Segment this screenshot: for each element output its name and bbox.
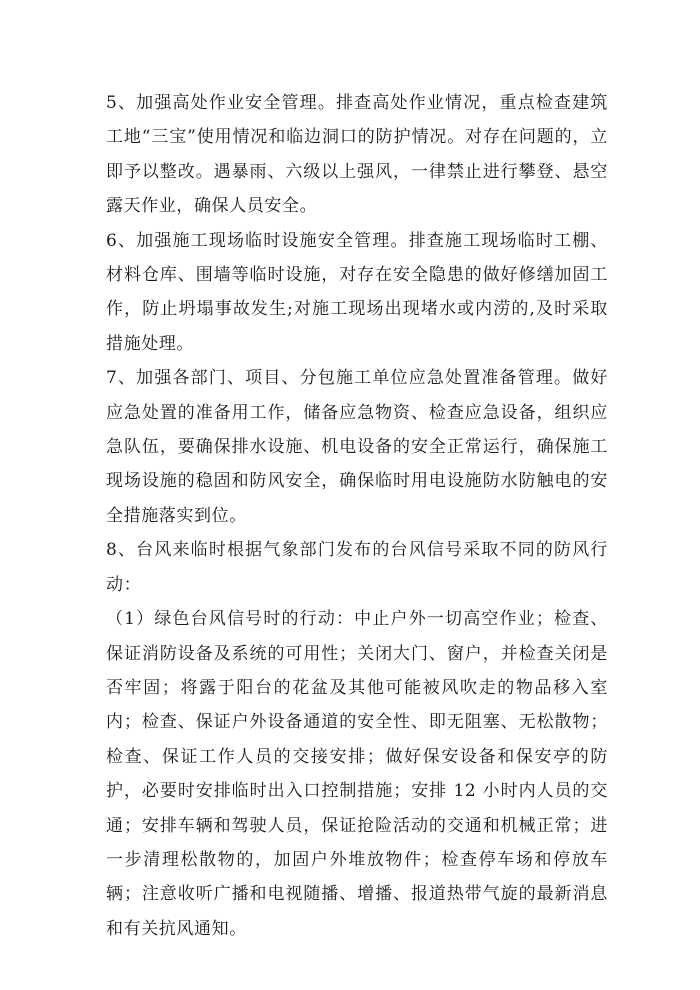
paragraph-item-7: 7、加强各部门、项目、分包施工单位应急处置准备管理。做好应急处置的准备用工作，储备应急物资、检查应急设备，组织应急队伍，要确保排水设施、机电设备的安全正常运行，确保施工现场设施的稳固和防风安全，确保临时用电设施防水防触电的安全措施落实到位。 — [106, 368, 608, 526]
paragraph-item-8: 8、台风来临时根据气象部门发布的台风信号采取不同的防风行动： — [106, 540, 608, 595]
paragraph-item-5: 5、加强高处作业安全管理。排查高处作业情况，重点检查建筑工地“三宝”使用情况和临边洞口的防护情况。对存在问题的，立即予以整改。遇暴雨、六级以上强风，一律禁止进行攀登、悬空露天作业，确保人员安全。 — [106, 93, 608, 217]
paragraph-subitem-1: （1）绿色台风信号时的行动：中止户外一切高空作业；检查、保证消防设备及系统的可用性；关闭大门、窗户，并检查关闭是否牢固；将露于阳台的花盆及其他可能被风吹走的物品移入室内；检查、保证户外设备通道的安全性、即无阻塞、无松散物；检查、保证工作人员的交接安排；做好保安设备和保安亭的防护，必要时安排临时出入口控制措施；安排 12 小时内人员的交通；安排车辆和驾驶人员，保证抢险活动的交通和机械正常；进一步清理松散物的，加固户外堆放物件；检查停车场和停放车辆；注意收听广播和电视随播、增播、报道热带气旋的最新消息和有关抗风通知。 — [106, 609, 608, 939]
paragraph-item-6: 6、加强施工现场临时设施安全管理。排查施工现场临时工棚、材料仓库、围墙等临时设施，对存在安全隐患的做好修缮加固工作，防止坍塌事故发生;对施工现场出现堵水或内涝的,及时采取措施处理。 — [106, 230, 608, 354]
